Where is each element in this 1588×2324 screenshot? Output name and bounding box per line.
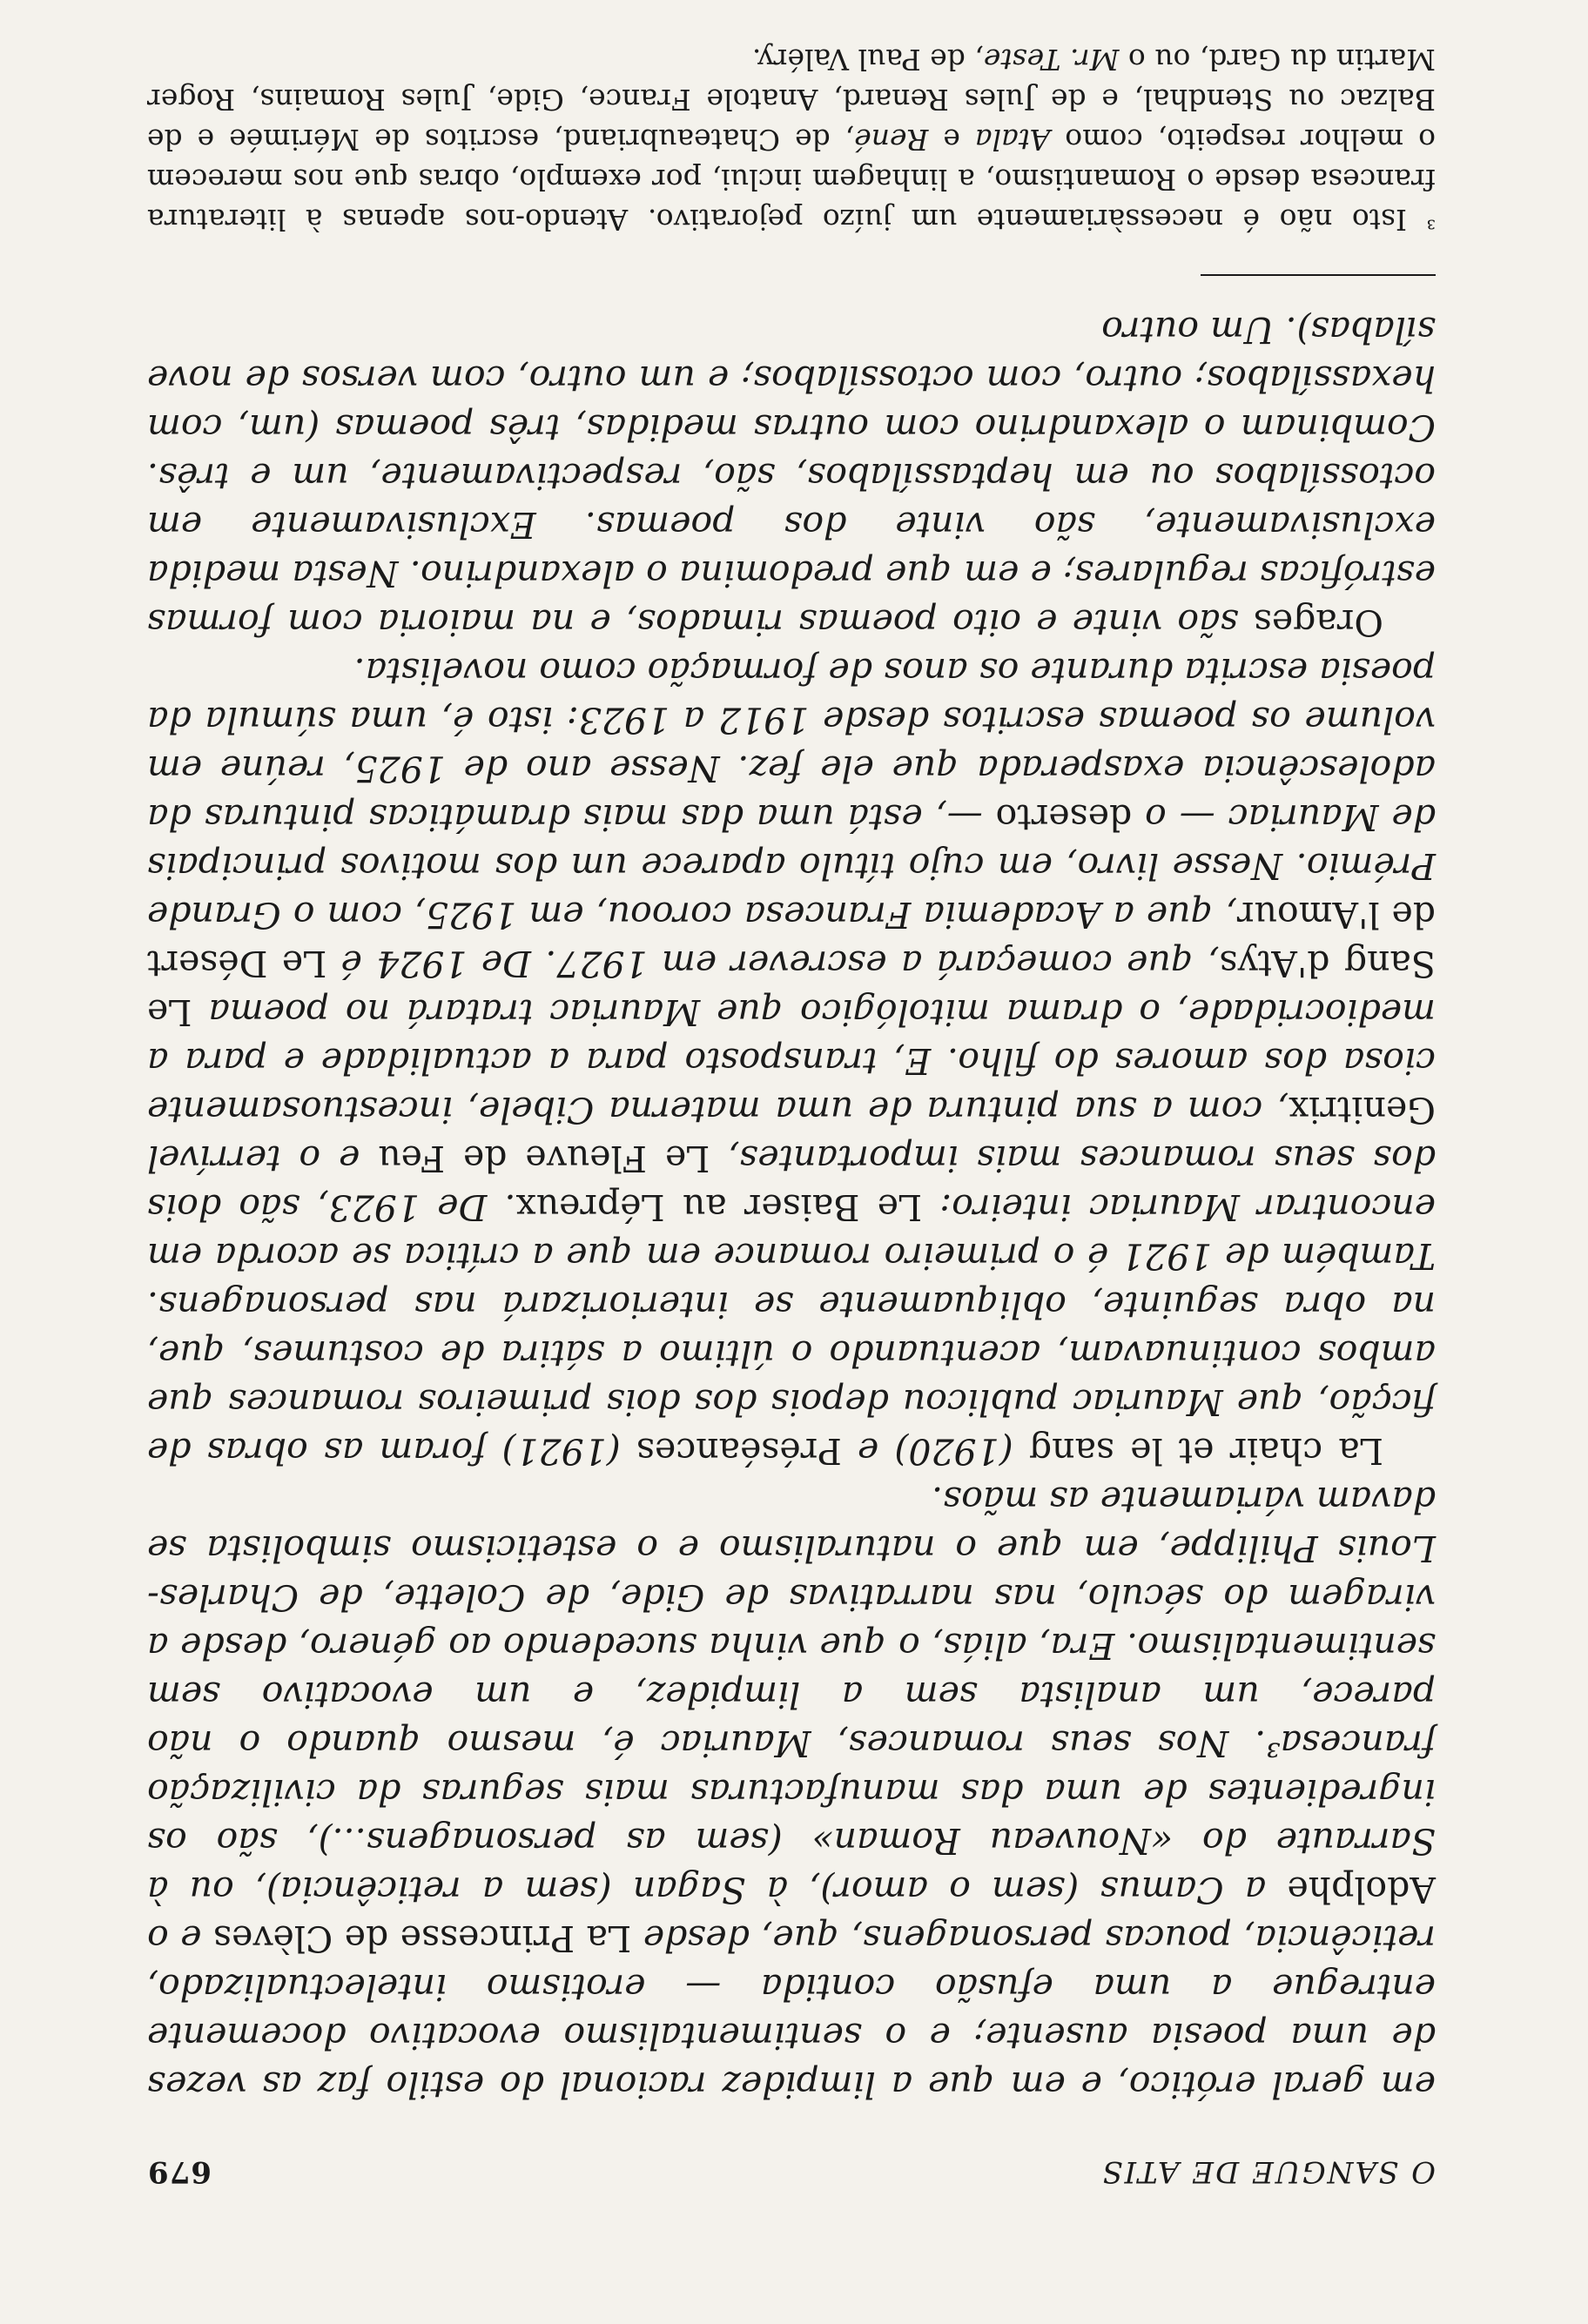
footnote-text <box>147 43 1436 237</box>
title-reference: Le Fleuve de Feu <box>378 1138 710 1179</box>
title-reference: Le Baiser au Lépreux <box>515 1186 923 1228</box>
footnote-mark: ³ <box>1426 206 1436 232</box>
text-run: a Camus (sem o amor), à Sagan (sem a reticência), ou à Sarraute do «Nouveau Roman» (sem as personagens...), são os ingredientes de uma das manufacturas mais seguras da civilização francesa³. Nos seus romances, Mauriac é, mesmo quando o não parece, um analista sem a limpidez, e um evocativo sem sentimentalismo. Era, aliás, o que vinha sucedendo ao género, desde a viragem do século, nas narrativas de Gide, de Colette, de Charles-Louis Philippe, em que o naturalismo e o esteticismo simbolista se davam váriamente as mãos. <box>147 1479 1436 1911</box>
title-reference: La chair et le sang <box>1028 1430 1383 1472</box>
title-reference: Genitrix <box>1289 1089 1436 1131</box>
text-run: e o terrível <box>147 1138 379 1179</box>
text-run: e o <box>147 1918 214 1959</box>
text-run: . De 1923, são dois dos seus romances mais importantes, <box>147 1138 1436 1228</box>
footnote-divider <box>1201 274 1436 276</box>
running-title: O SANGUE DE ATIS <box>1100 2154 1436 2189</box>
page-number: 679 <box>147 2154 212 2189</box>
title-reference: La Princesse de Clèves <box>213 1918 632 1959</box>
footnote-run: Isto não é necessàriamente um juízo pejorativo. Atendo-nos apenas à literatura francesa desde o Romantismo, a linhagem inclui, por exemplo, obras que nos merecem o melhor respeito, como <box>147 123 1436 237</box>
title-reference: Le Sang d'Atys <box>147 943 1436 1033</box>
body-text <box>147 306 1436 2109</box>
text-run: em geral erótico, e em que a limpidez racional do estilo faz as vezes de uma poesia ausente; e o sentimentalismo evocativo docemente entregue a uma efusão contida — erotismo intelectualizado, reticência, poucas personagens, que, desde <box>147 1918 1436 2106</box>
footnote-run: , de Paul Valéry. <box>751 43 984 77</box>
footnote-run: , de Chateaubriand, escritos de Mérimée e de Balzac ou Stendhal, e de Jules Renard, Anatole France, Gide, Jules Romains, Roger Martin du Gard, ou o <box>147 43 1436 157</box>
title-reference: Orages <box>1253 601 1383 643</box>
text-run: (1920) e <box>841 1430 1029 1472</box>
footnote-title-reference: Mr. Teste <box>983 43 1120 77</box>
title-reference: Le Désert de l'Amour <box>147 894 1436 984</box>
text-run: (1921) foram as obras de ficção, que Mauriac publicou depois dos dois primeiros romances que ambos continuavam, acentuando o último a sátira de costumes, que, na obra seguinte, obliquamente se interiorizará nas personagens. Também de 1921 é o primeiro romance em que a crítica se acorda em encontrar Mauriac inteiro: <box>147 1186 1436 1472</box>
paragraph <box>147 306 1436 647</box>
text-run: , que a Academia Francesa coroou, em 1925, com o Grande Prémio. Nesse livro, em cujo título aparece um dos motivos principais de Mauriac — o <box>147 796 1436 936</box>
running-head <box>147 2154 1436 2189</box>
text-run: , que começará a escrever em 1927. De 1924 é <box>326 943 1220 984</box>
paragraph <box>147 647 1436 1475</box>
footnote-title-reference: Atala <box>974 123 1051 157</box>
footnote-title-reference: René <box>854 123 929 157</box>
text-run: —, está uma das mais dramáticas pinturas da adolescência exasperada que ele fez. Nesse ano de 1925, reúne em volume os poemas escritos desde 1912 a 1923: isto é, uma súmula da poesia escrita durante os anos de formação como novelista. <box>147 650 1436 838</box>
title-reference: deserto <box>995 796 1133 838</box>
book-page <box>147 39 1436 2189</box>
title-reference: Adolphe <box>1287 1869 1436 1911</box>
text-run: são vinte e oito poemas rimados, e na maioria com formas estróficas regulares; e em que predomina o alexandrino. Nesta medida exclusivamente, são vinte dos poemas. Exclusivamente em octossílabos ou em heptassílabos, são, respectivamente, um e três. Combinam o alexandrino com outras medidas, três poemas (um, com hexassílabos; outro, com octossílabos; e um outro, com versos de nove sílabas). Um outro <box>147 309 1436 643</box>
paragraph <box>147 1475 1436 2109</box>
footnote <box>147 39 1436 239</box>
text-run: , com a sua pintura de uma materna Cibele, incestuosamente ciosa dos amores do filho. E, transposto para a actualidade e para a mediocridade, o drama mitológico que Mauriac tratará no poema <box>147 991 1436 1131</box>
title-reference: Préséances <box>636 1430 842 1472</box>
footnote-run: e <box>928 123 975 157</box>
